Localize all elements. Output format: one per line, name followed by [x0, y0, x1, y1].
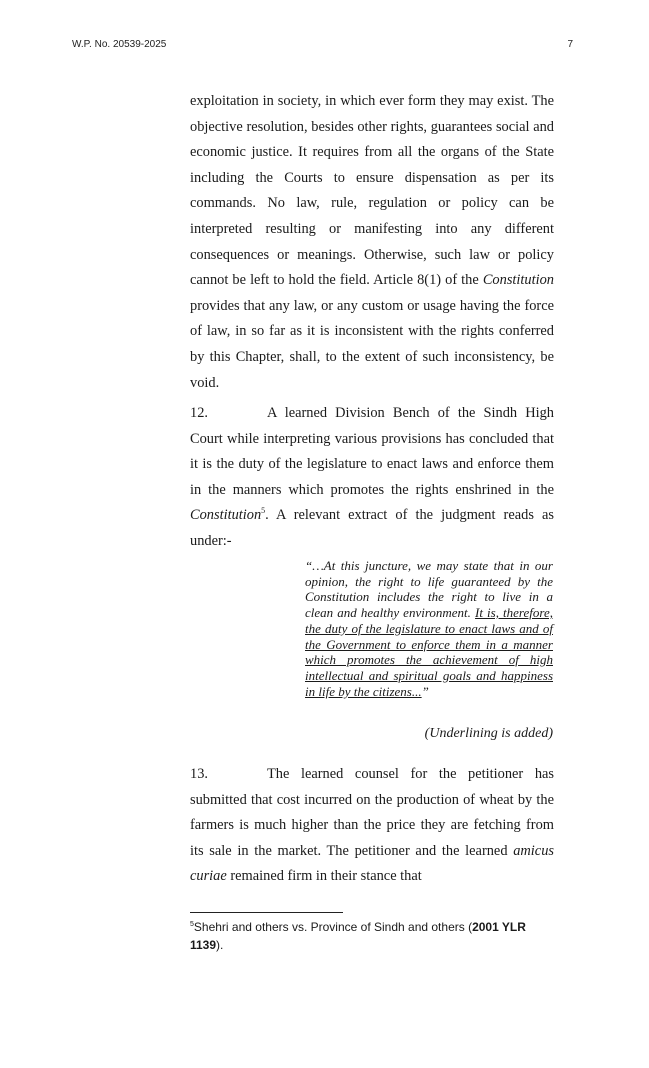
footnote-citation: 2001 YLR 1139 [190, 920, 526, 952]
constitution-italic: Constitution [190, 507, 262, 524]
constitution-italic: Constitution [482, 272, 554, 289]
paragraph-number: 13. [190, 766, 208, 782]
paragraph-text: . A relevant extract of the judgment reads as under:- [190, 507, 554, 549]
footnote-text: Shehri and others vs. Province of Sindh and others ( [193, 920, 473, 934]
paragraph-text: exploitation in society, in which ever form they may exist. The objective resolution, besides other rights, guarantees social and economic justice. It requires from all the organs of the State including the Courts to ensure dispensation as per its commands. No law, rule, regulation or policy can be interpreted resulting or manifesting into any different consequences or meanings. Otherwise, such law or policy cannot be left to hold the field. Article 8(1) of the [190, 93, 554, 289]
footnote-separator [190, 912, 343, 913]
footnote-5 [190, 918, 560, 954]
footnote-end: ). [216, 938, 224, 952]
underlining-note: (Underlining is added) [424, 726, 553, 741]
quote-underlined-text: It is, therefore, the duty of the legislature to enact laws and of the Government to enforce them in a manner which promotes the achievement of high intellectual and spiritual goals and happiness in life by the citizens... [305, 605, 553, 699]
footnote-reference[interactable]: 5 [261, 506, 266, 516]
paragraph-13 [190, 762, 554, 890]
paragraph-text: The learned counsel for the petitioner has submitted that cost incurred on the production of wheat by the farmers is much higher than the price they are fetching from its sale in the market. The petitioner and the learned [190, 766, 554, 859]
paragraph-text: provides that any law, or any custom or usage having the force of law, in so far as it is inconsistent with the rights conferred by this Chapter, shall, to the extent of such inconsistency, be void. [190, 297, 554, 391]
paragraph-number: 12. [190, 405, 208, 421]
footnote-marker: 5 [190, 921, 194, 928]
paragraph-text: A learned Division Bench of the Sindh High Court while interpreting various provisions has concluded that it is the duty of the legislature to enact laws and enforce them in the manners which promotes the rights enshrined in the [190, 405, 554, 498]
case-number-header: W.P. No. 20539-2025 [72, 39, 167, 50]
paragraph-11-continued [190, 89, 554, 396]
quote-closing-mark: ” [421, 683, 429, 699]
paragraph-12 [190, 401, 554, 555]
quote-text: “…At this juncture, we may state that in our opinion, the right to life guaranteed by the Constitution includes the right to live in a clean and healthy environment. [305, 558, 553, 621]
judgment-extract-quote [305, 558, 553, 699]
page-number: 7 [567, 39, 573, 50]
amicus-curiae-italic: amicus curiae [190, 842, 554, 885]
paragraph-text: remained firm in their stance that [226, 868, 422, 885]
